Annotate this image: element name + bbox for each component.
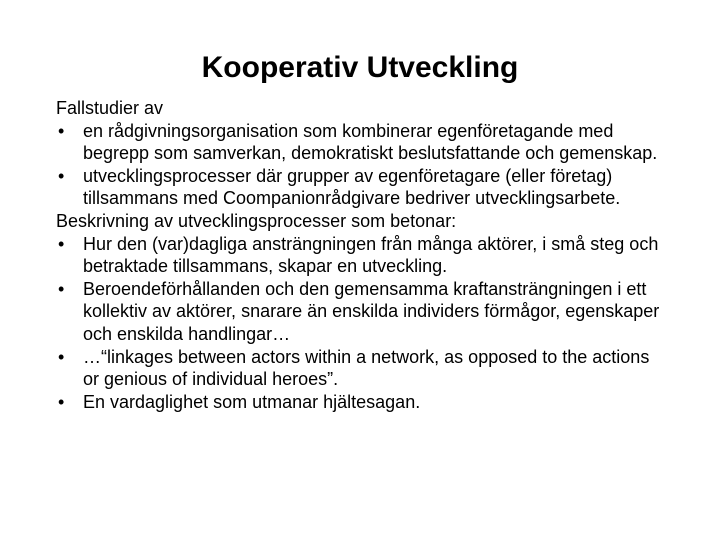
slide-title: Kooperativ Utveckling (201, 51, 519, 84)
bullet-marker: • (58, 165, 65, 186)
section-heading-case-studies: Fallstudier av (56, 98, 164, 118)
bullet-marker: • (58, 278, 65, 299)
bullet-marker: • (58, 120, 65, 141)
bullet-text: en rådgivningsorganisation som kombinerar egenföretagande med begrepp som samverkan, demokratiskt beslutsfattande och gemenskap. (83, 120, 658, 164)
bullet-text: utvecklingsprocesser där grupper av egenföretagare (eller företag) tillsammans med Coompanionrådgivare bedriver utvecklingsarbete. (83, 165, 621, 209)
slide-body (56, 97, 666, 413)
bullet-item (56, 391, 666, 414)
bullet-text: Hur den (var)dagliga ansträngningen från många aktörer, i små steg och betraktade tillsammans, skapar en utveckling. (83, 233, 659, 277)
bullet-marker: • (58, 391, 65, 412)
bullet-item (56, 233, 666, 278)
bullet-marker: • (58, 233, 65, 254)
bullet-item (56, 346, 666, 391)
bullet-marker: • (58, 346, 65, 367)
bullet-text: En vardaglighet som utmanar hjältesagan. (83, 391, 421, 412)
bullet-item (56, 165, 666, 210)
bullet-item (56, 278, 666, 346)
section-heading-description: Beskrivning av utvecklingsprocesser som betonar: (56, 210, 457, 231)
bullet-text: …“linkages between actors within a network, as opposed to the actions or genious of individual heroes”. (83, 346, 650, 390)
bullet-item (56, 120, 666, 165)
bullet-text: Beroendeförhållanden och den gemensamma kraftansträngningen i ett kollektiv av aktörer, snarare än enskilda individers förmågor, egenskaper och enskilda handlingar… (83, 278, 660, 344)
